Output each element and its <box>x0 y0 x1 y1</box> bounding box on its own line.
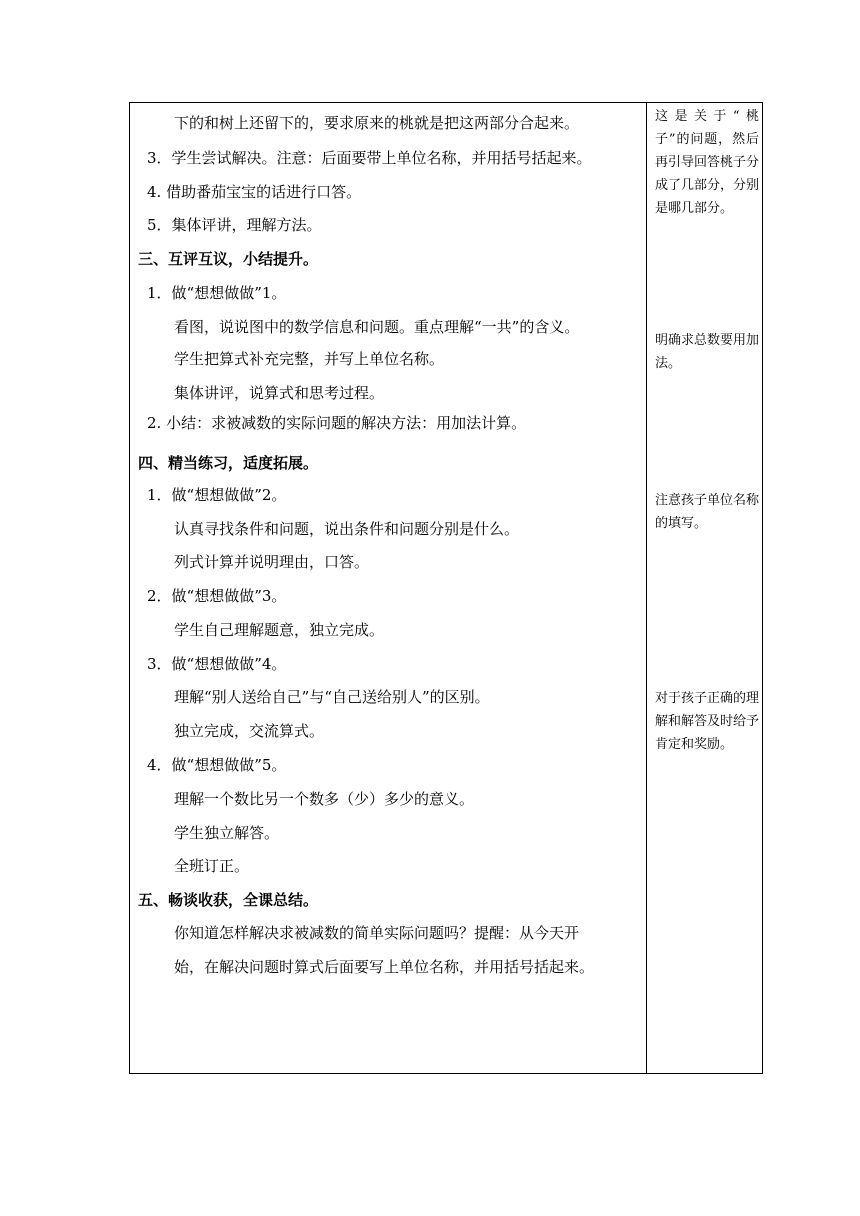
body-line: 理解一个数比另一个数多（少）多少的意义。 <box>174 790 475 808</box>
body-line: 学生独立解答。 <box>174 824 280 842</box>
body-line: 列式计算并说明理由，口答。 <box>174 553 370 571</box>
step-item: 3．学生尝试解决。注意：后面要带上单位名称，并用括号括起来。 <box>147 149 592 167</box>
lesson-plan-table <box>129 102 763 1074</box>
body-line: 认真寻找条件和问题，说出条件和问题分别是什么。 <box>174 520 520 538</box>
body-line: 你知道怎样解决求被减数的简单实际问题吗？提醒：从今天开 <box>174 924 580 942</box>
design-note: 这是关于“桃子”的问题，然后再引导回答桃子分成了几部分，分别是哪几部分。 <box>655 109 760 216</box>
body-line: 理解“别人送给自己”与“自己送给别人”的区别。 <box>174 688 490 706</box>
step-item: 2．做“想想做做”3。 <box>147 587 287 605</box>
step-item: 4．做“想想做做”5。 <box>147 756 287 774</box>
body-line: 看图，说说图中的数学信息和问题。重点理解“一共”的含义。 <box>174 318 580 336</box>
body-line: 学生把算式补充完整，并写上单位名称。 <box>174 350 445 368</box>
design-note: 注意孩子单位名称的填写。 <box>655 493 760 531</box>
body-line: 集体讲评，说算式和思考过程。 <box>174 384 385 402</box>
step-item: 4. 借助番茄宝宝的话进行口答。 <box>147 183 362 201</box>
body-line: 下的和树上还留下的，要求原来的桃就是把这两部分合起来。 <box>174 114 580 132</box>
body-line: 始，在解决问题时算式后面要写上单位名称，并用括号括起来。 <box>174 958 595 976</box>
body-line: 全班订正。 <box>174 857 250 875</box>
section-heading-3: 三、互评互议，小结提升。 <box>138 250 319 268</box>
teaching-process-column <box>130 103 646 1073</box>
section-heading-5: 五、畅谈收获，全课总结。 <box>138 891 319 909</box>
step-item: 1．做“想想做做”2。 <box>147 486 287 504</box>
section-heading-4: 四、精当练习，适度拓展。 <box>138 454 319 472</box>
step-item: 2. 小结：求被减数的实际问题的解决方法：用加法计算。 <box>147 414 527 432</box>
design-note: 对于孩子正确的理解和解答及时给予肯定和奖励。 <box>655 691 760 752</box>
step-item: 3．做“想想做做”4。 <box>147 655 287 673</box>
design-note: 明确求总数要用加法。 <box>655 333 760 371</box>
body-line: 独立完成，交流算式。 <box>174 722 325 740</box>
body-line: 学生自己理解题意，独立完成。 <box>174 621 385 639</box>
step-item: 1．做“想想做做”1。 <box>147 284 287 302</box>
design-notes-column <box>647 103 762 1073</box>
step-item: 5．集体评讲，理解方法。 <box>147 216 322 234</box>
